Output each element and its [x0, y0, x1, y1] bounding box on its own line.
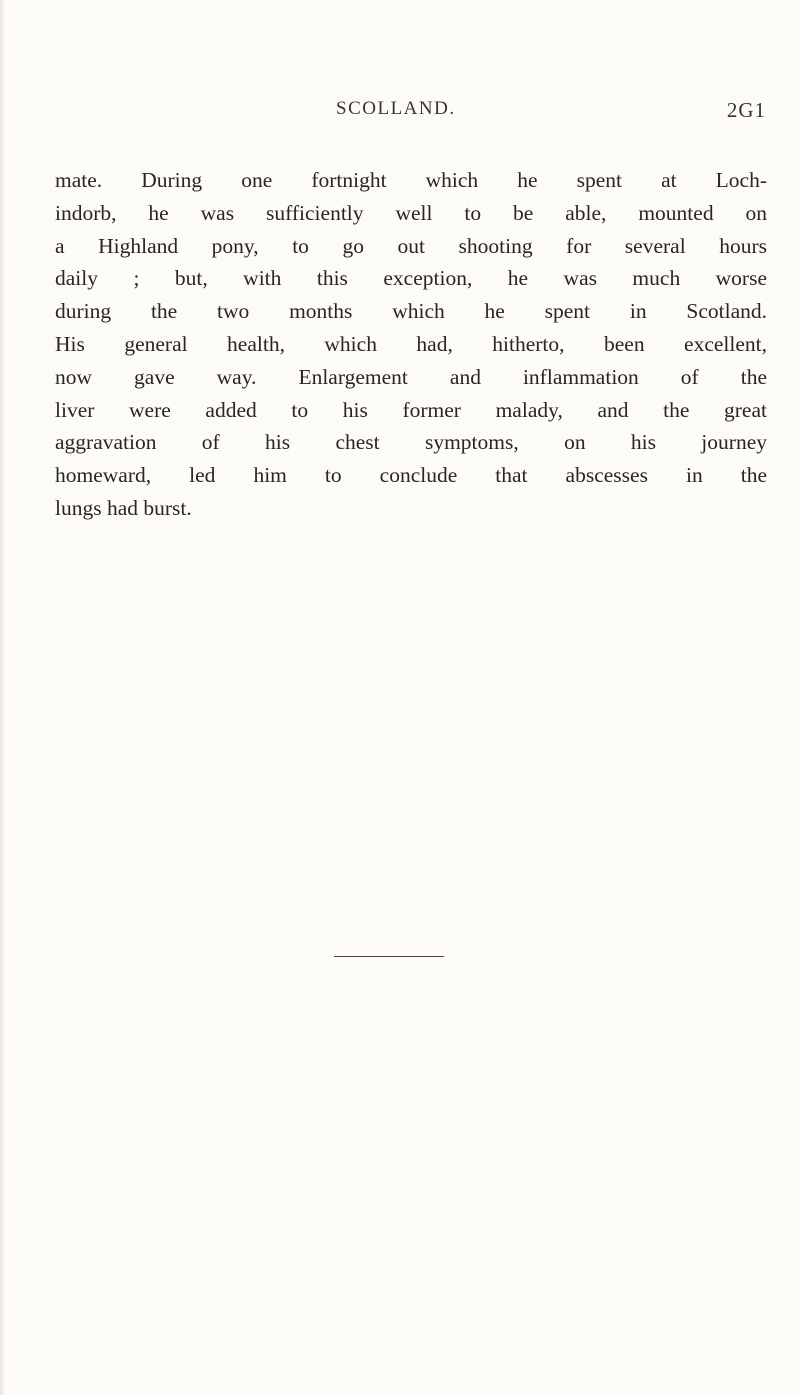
text-line: mate. During one fortnight which he spent at Loch-	[55, 168, 767, 192]
body-paragraph	[55, 164, 767, 525]
text-line: indorb, he was sufficiently well to be able, mounted on	[55, 200, 767, 225]
text-line: a Highland pony, to go out shooting for several hours	[55, 233, 767, 258]
page-number: 2G1	[726, 98, 766, 122]
text-line: during the two months which he spent in Scotland.	[55, 299, 767, 324]
text-line: lungs had burst.	[55, 495, 192, 520]
text-line: daily ; but, with this exception, he was much worse	[55, 266, 767, 291]
text-line: homeward, led him to conclude that abscesses in the	[55, 463, 767, 488]
page-edge-shadow	[0, 0, 4, 1395]
running-title: SCOLLAND.	[336, 98, 456, 119]
text-line: now gave way. Enlargement and inflammation of the	[55, 364, 767, 389]
section-end-rule	[334, 956, 444, 957]
running-head	[336, 98, 766, 128]
text-line: His general health, which had, hitherto, been excellent,	[55, 331, 767, 356]
text-line: aggravation of his chest symptoms, on his journey	[55, 430, 767, 455]
text-line: liver were added to his former malady, and the great	[55, 397, 767, 422]
